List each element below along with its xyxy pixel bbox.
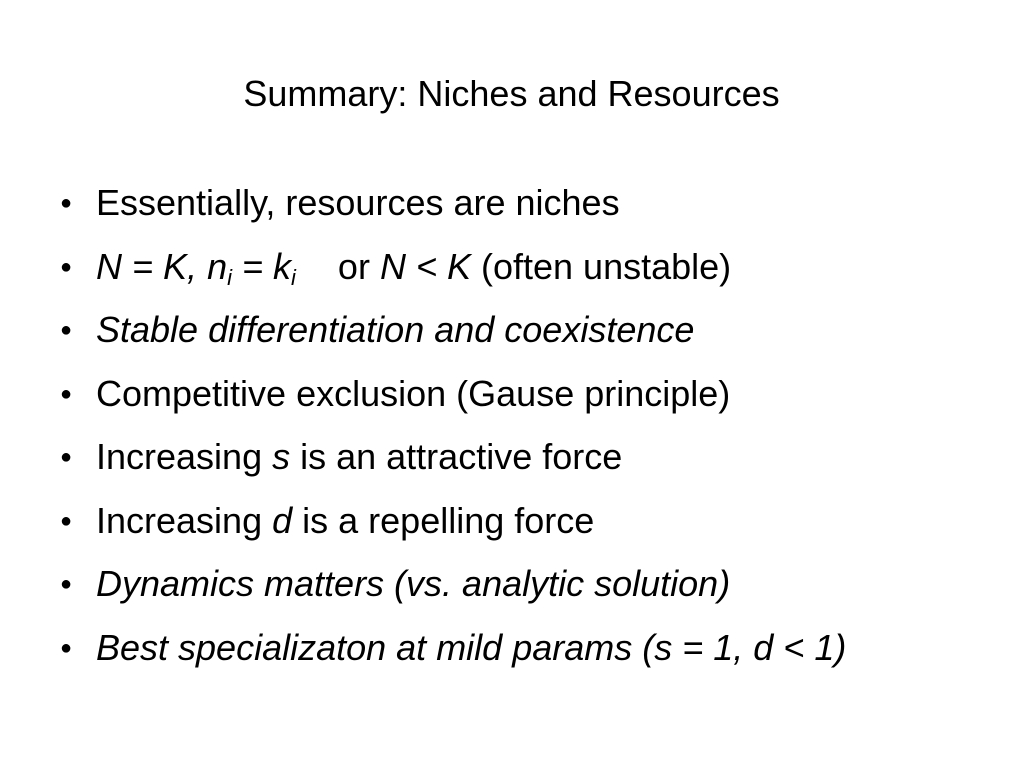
bullet-item xyxy=(60,494,846,558)
equation-k-variable: K, xyxy=(163,245,198,287)
bullet-text-suffix: is a repelling force xyxy=(292,499,595,541)
bullet-item xyxy=(60,557,846,621)
bullet-item xyxy=(60,621,846,685)
bullet-text-prefix: Increasing xyxy=(96,499,273,541)
bullet-item xyxy=(60,176,846,240)
bullet-text: Best specializaton at mild params (s = 1, d < 1) xyxy=(96,626,847,668)
bullet-list xyxy=(60,176,846,684)
bullet-icon: ● xyxy=(60,573,73,595)
equation-equals: = xyxy=(231,245,274,287)
bullet-icon: ● xyxy=(60,319,73,341)
bullet-text: Essentially, resources are niches xyxy=(96,182,620,223)
bullet-icon: ● xyxy=(60,636,73,659)
variable-s: s xyxy=(272,436,291,477)
equation-ki-variable: k xyxy=(273,245,292,287)
slide-title: Summary: Niches and Resources xyxy=(243,73,780,114)
bullet-icon: ● xyxy=(60,446,73,468)
inequality-k-variable: K xyxy=(446,245,471,287)
bullet-item xyxy=(60,430,846,494)
equation-n-variable: N xyxy=(96,245,122,287)
equation-ni-variable: n xyxy=(207,245,228,287)
bullet-icon: ● xyxy=(60,509,73,532)
bullet-text-suffix: is an attractive force xyxy=(290,436,623,477)
or-word: or xyxy=(337,245,370,287)
bullet-item xyxy=(60,367,846,431)
bullet-icon: ● xyxy=(60,382,73,405)
bullet-icon: ● xyxy=(60,192,73,214)
bullet-text: Dynamics matters (vs. analytic solution) xyxy=(96,563,731,604)
bullet-text-prefix: Increasing xyxy=(96,436,273,477)
stability-note: (often unstable) xyxy=(471,245,732,287)
equation-equals: = xyxy=(122,245,164,287)
variable-d: d xyxy=(272,499,293,541)
subscript-i: i xyxy=(291,264,296,290)
bullet-text: Competitive exclusion (Gause principle) xyxy=(96,372,731,414)
bullet-text: Stable differentiation and coexistence xyxy=(96,309,695,350)
bullet-item xyxy=(60,240,846,304)
inequality-less-than: < xyxy=(405,245,447,287)
subscript-i: i xyxy=(227,264,232,290)
bullet-icon: ● xyxy=(60,255,73,278)
inequality-n-variable: N xyxy=(379,245,406,287)
bullet-item xyxy=(60,303,846,367)
